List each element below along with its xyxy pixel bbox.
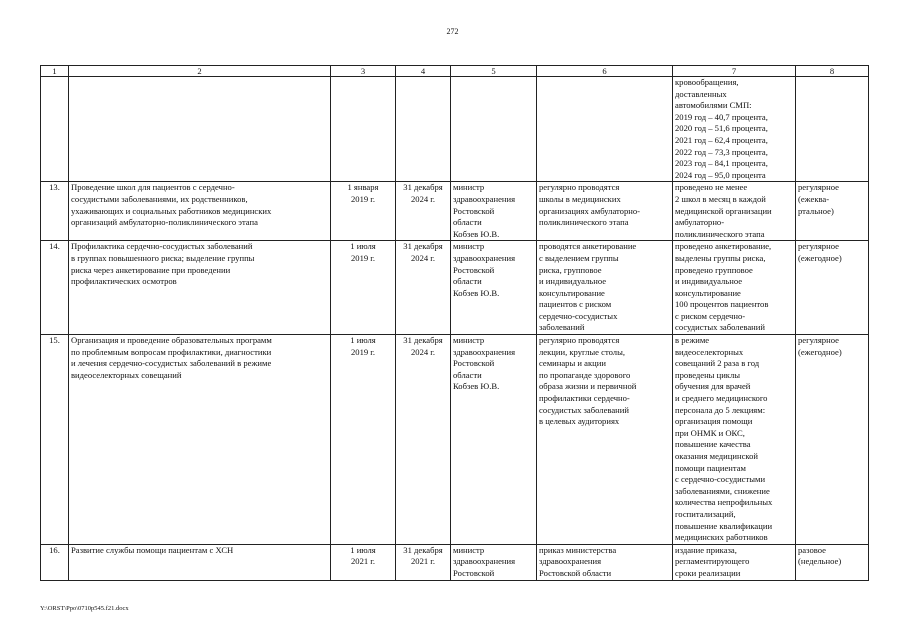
result-cell: регулярно проводятся лекции, круглые столы, семинары и акции по пропаганде здорового образа жизни и первичной профилактики сердечно- сосудистых заболеваний в целевых аудиториях [537, 335, 673, 545]
indicator-cell: издание приказа, регламентирующего сроки реализации [673, 544, 796, 580]
start-date-cell [331, 77, 396, 182]
header-cell: 8 [796, 66, 869, 77]
header-cell: 7 [673, 66, 796, 77]
responsible-cell: министр здравоохранения Ростовской области Кобзев Ю.В. [451, 182, 537, 241]
start-date-cell: 1 июля 2019 г. [331, 241, 396, 335]
table-row [41, 77, 869, 182]
periodicity-cell: регулярное (ежегодное) [796, 335, 869, 545]
row-number: 14. [41, 241, 69, 335]
activity-cell: Профилактика сердечно-сосудистых заболеваний в группах повышенного риска; выделение группы риска через анкетирование при проведении профилактических осмотров [69, 241, 331, 335]
periodicity-cell: разовое (недельное) [796, 544, 869, 580]
row-number: 15. [41, 335, 69, 545]
activity-cell [69, 77, 331, 182]
header-cell: 6 [537, 66, 673, 77]
page-number: 272 [446, 27, 459, 36]
activity-cell: Развитие службы помощи пациентам с ХСН [69, 544, 331, 580]
start-date-cell: 1 июля 2021 г. [331, 544, 396, 580]
indicator-cell: проведено не менее 2 школ в месяц в каждой медицинской организации амбулаторно- поликлинического этапа [673, 182, 796, 241]
row-number: 13. [41, 182, 69, 241]
result-cell [537, 77, 673, 182]
header-cell: 5 [451, 66, 537, 77]
start-date-cell: 1 июля 2019 г. [331, 335, 396, 545]
end-date-cell: 31 декабря 2024 г. [396, 335, 451, 545]
indicator-cell: кровообращения, доставленных автомобилями СМП: 2019 год – 40,7 процента, 2020 год – 51,6 процента, 2021 год – 62,4 процента, 2022 год – 73,3 процента, 2023 год – 84,1 процента, 2024 год – 95,0 процента [673, 77, 796, 182]
file-path-footer: Y:\ORST\Ppo\0710p545.f21.docx [40, 605, 129, 612]
header-cell: 1 [41, 66, 69, 77]
table-row [41, 182, 869, 241]
header-cell: 3 [331, 66, 396, 77]
end-date-cell: 31 декабря 2024 г. [396, 182, 451, 241]
plan-table [40, 65, 869, 581]
end-date-cell: 31 декабря 2021 г. [396, 544, 451, 580]
activity-cell: Организация и проведение образовательных программ по проблемным вопросам профилактики, диагностики и лечения сердечно-сосудистых заболеваний в режиме видеоселекторных совещаний [69, 335, 331, 545]
header-cell: 4 [396, 66, 451, 77]
table-row [41, 241, 869, 335]
header-cell: 2 [69, 66, 331, 77]
row-number: 16. [41, 544, 69, 580]
result-cell: приказ министерства здравоохранения Ростовской области [537, 544, 673, 580]
responsible-cell: министр здравоохранения Ростовской области Кобзев Ю.В. [451, 335, 537, 545]
row-number [41, 77, 69, 182]
table-row [41, 335, 869, 545]
result-cell: регулярно проводятся школы в медицинских организациях амбулаторно- поликлинического этапа [537, 182, 673, 241]
responsible-cell: министр здравоохранения Ростовской [451, 544, 537, 580]
start-date-cell: 1 января 2019 г. [331, 182, 396, 241]
periodicity-cell [796, 77, 869, 182]
indicator-cell: проведено анкетирование, выделены группы риска, проведено групповое и индивидуальное консультирование 100 процентов пациентов с риском сердечно- сосудистых заболеваний [673, 241, 796, 335]
responsible-cell: министр здравоохранения Ростовской области Кобзев Ю.В. [451, 241, 537, 335]
result-cell: проводятся анкетирование с выделением группы риска, групповое и индивидуальное консультирование пациентов с риском сердечно-сосудистых заболеваний [537, 241, 673, 335]
responsible-cell [451, 77, 537, 182]
header-row [41, 66, 869, 77]
indicator-cell: в режиме видеоселекторных совещаний 2 раза в год проведены циклы обучения для врачей и среднего медицинского персонала до 5 лекциям: организация помощи при ОНМК и ОКС, повышение качества оказания медицинской помощи пациентам с сердечно-сосудистыми заболеваниями, снижение количества непрофильных госпитализаций, повышение квалификации медицинских работников [673, 335, 796, 545]
activity-cell: Проведение школ для пациентов с сердечно- сосудистыми заболеваниями, их родственников, ухаживающих и социальных работников медицинских организаций амбулаторно-поликлинического этапа [69, 182, 331, 241]
periodicity-cell: регулярное (ежеква- ртальное) [796, 182, 869, 241]
periodicity-cell: регулярное (ежегодное) [796, 241, 869, 335]
end-date-cell: 31 декабря 2024 г. [396, 241, 451, 335]
end-date-cell [396, 77, 451, 182]
table-row [41, 544, 869, 580]
